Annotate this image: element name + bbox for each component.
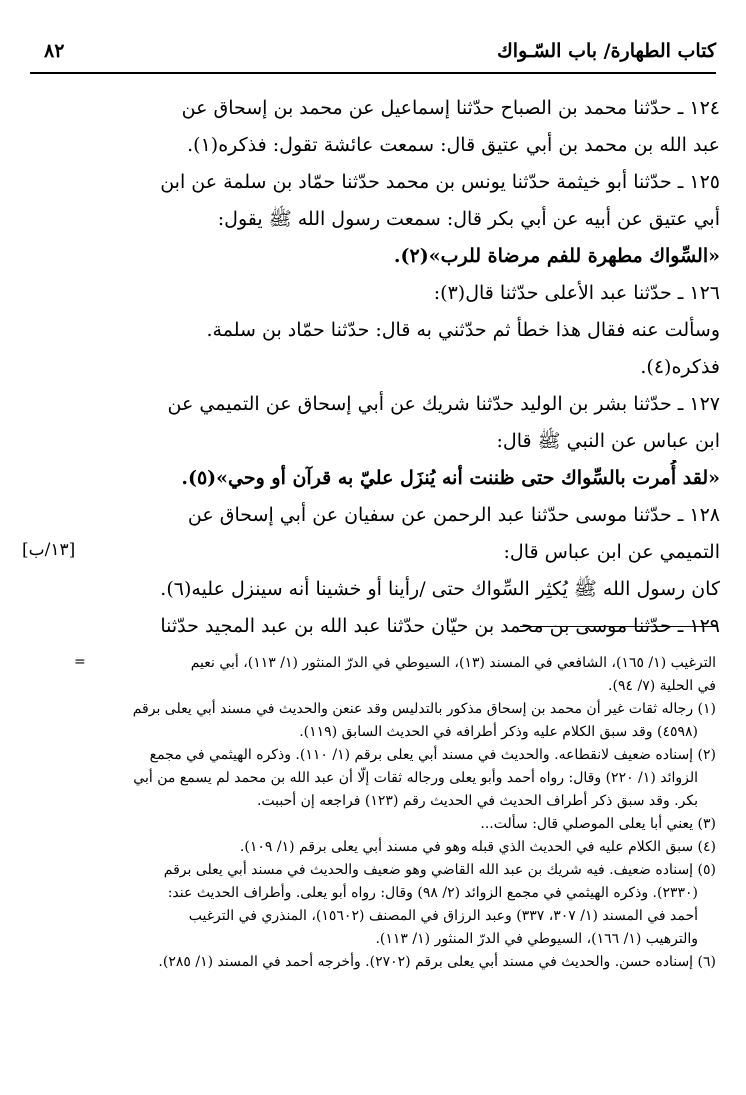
footnote-line: (٥) إسناده ضعيف. فيه شريك بن عبد الله القاضي وهو ضعيف والحديث في مسند أبي يعلى برقم	[163, 862, 716, 878]
header-rule	[30, 72, 716, 74]
body-line: ١٢٨ ـ حدّثنا موسى حدّثنا عبد الرحمن عن سفيان عن أبي إسحاق عن	[187, 504, 720, 526]
body-line: فذكره(٤).	[640, 356, 720, 378]
body-line: وسألت عنه فقال هذا خطأ ثم حدّثني به قال: حدّثنا حمّاد بن سلمة.	[206, 319, 720, 341]
footnote-line: في الحلية (٧/ ٩٤).	[608, 678, 716, 694]
body-line: ١٢٤ ـ حدّثنا محمد بن الصباح حدّثنا إسماعيل عن محمد بن إسحاق عن	[181, 97, 720, 119]
body-line: «السِّواك مطهرة للفم مرضاة للرب»(٢).	[393, 245, 720, 267]
body-line: ١٢٥ ـ حدّثنا أبو خيثمة حدّثنا يونس بن محمد حدّثنا حمّاد بن سلمة عن ابن	[160, 171, 720, 193]
body-line: عبد الله بن محمد بن أبي عتيق قال: سمعت عائشة تقول: فذكره(١).	[187, 134, 720, 156]
footnote-line: (٦) إسناده حسن. والحديث في مسند أبي يعلى برقم (٢٧٠٢). وأخرجه أحمد في المسند (١/ ٢٨٥).	[158, 954, 716, 970]
footnote-line: والترهيب (١/ ١٦٦)، السيوطي في الدرّ المنثور (١/ ١١٣).	[375, 931, 698, 947]
footnote-line: الترغيب (١/ ١٦٥)، الشافعي في المسند (١٣)، السيوطي في الدرّ المنثور (١/ ١١٣)، أبي نعيم	[190, 655, 716, 671]
footnote-line: (١) رجاله ثقات غير أن محمد بن إسحاق مذكور بالتدليس وقد عنعن والحديث في مسند أبي يعلى برقم	[132, 701, 716, 717]
marginal-folio-note: [١٣/ب]	[22, 540, 76, 560]
body-line: ١٢٦ ـ حدّثنا عبد الأعلى حدّثنا قال(٣):	[433, 282, 720, 304]
chapter-title: كتاب الطهارة/ باب السّـواك	[497, 40, 716, 62]
body-line: «لقد أُمرت بالسِّواك حتى ظننت أنه يُنزَل عليّ به قرآن أو وحي»(٥).	[181, 467, 720, 489]
footnote-line: الزوائد (١/ ٢٢٠) وقال: رواه أحمد وأبو يعلى ورجاله ثقات إلّا أن عبد الله بن محمد لم يسمع من أبي	[133, 770, 698, 786]
footnote-rule	[520, 626, 716, 627]
body-line: ١٢٧ ـ حدّثنا بشر بن الوليد حدّثنا شريك عن أبي إسحاق عن التميمي عن	[167, 393, 720, 415]
body-line: ١٢٩ ـ حدّثنا موسى بن محمد بن حيّان حدّثنا عبد الله بن عبد المجيد حدّثنا	[160, 615, 720, 637]
footnote-line: (٣) يعني أبا يعلى الموصلي قال: سألت...	[480, 816, 716, 832]
continuation-mark: =	[74, 654, 86, 670]
footnotes	[50, 652, 716, 974]
page-number: ٨٢	[44, 40, 65, 62]
footnote-line: بكر. وقد سبق ذكر أطراف الحديث في الحديث رقم (١٢٣) فراجعه إن أحببت.	[256, 793, 698, 809]
footnote-line: أحمد في المسند (١/ ٣٠٧، ٣٣٧) وعبد الرزاق في المصنف (١٥٦٠٢)، المنذري في الترغيب	[188, 908, 698, 924]
body-line: أبي عتيق عن أبيه عن أبي بكر قال: سمعت رسول الله ﷺ يقول:	[217, 208, 720, 230]
footnote-line: (٢) إسناده ضعيف لانقطاعه. والحديث في مسند أبي يعلى برقم (١/ ١١٠). وذكره الهيثمي في مجمع	[149, 747, 716, 763]
footnote-line: (٤) سبق الكلام عليه في الحديث الذي قبله وهو في مسند أبي يعلى برقم (١/ ١٠٩).	[239, 839, 716, 855]
footnote-line: (٤٥٩٨) وقد سبق الكلام عليه وذكر أطرافه في الحديث السابق (١١٩).	[299, 724, 698, 740]
body-line: ابن عباس عن النبي ﷺ قال:	[496, 430, 720, 452]
main-text	[60, 90, 720, 645]
body-line: التميمي عن ابن عباس قال:	[503, 541, 720, 563]
body-line: كان رسول الله ﷺ يُكثِر السِّواك حتى /رأينا أو خشينا أنه سينزل عليه(٦).	[160, 578, 720, 600]
footnote-line: (٢٣٣٠). وذكره الهيثمي في مجمع الزوائد (٢/ ٩٨) وقال: رواه أبو يعلى. وأطراف الحديث عند:	[167, 885, 698, 901]
running-header	[30, 40, 716, 70]
